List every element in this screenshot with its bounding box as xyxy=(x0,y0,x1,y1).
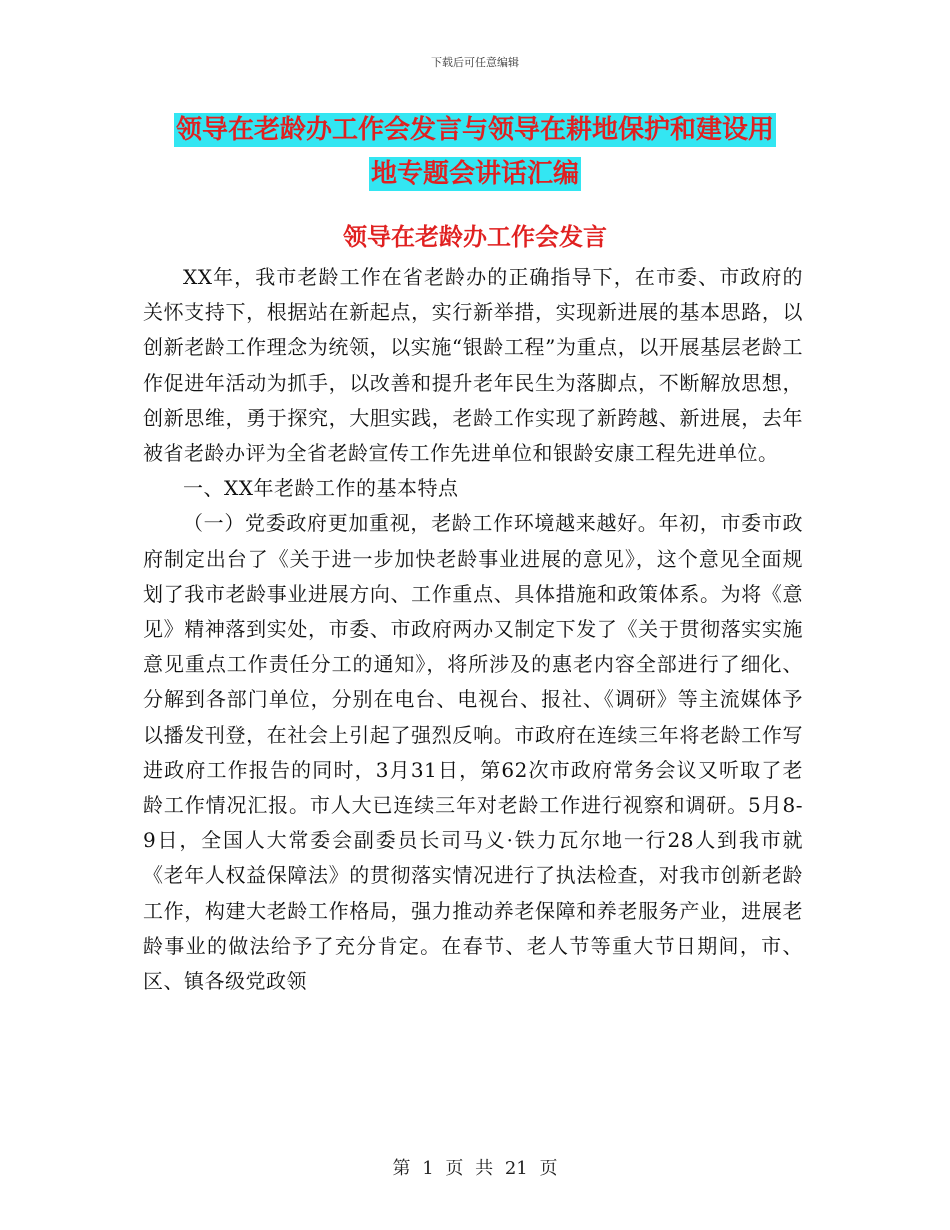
header-note: 下载后可任意编辑 xyxy=(431,56,519,69)
document-title-text-1: 领导在老龄办工作会发言与领导在耕地保护和建设用 xyxy=(175,115,774,145)
document-body xyxy=(143,260,803,999)
paragraph-item-1: （一）党委政府更加重视，老龄工作环境越来越好。年初，市委市政府制定出台了《关于进一步加快老龄事业进展的意见》，这个意见全面规划了我市老龄事业进展方向、工作重点、具体措施和政策体系。为将《意见》精神落到实处，市委、市政府两办又制定下发了《关于贯彻落实实施意见重点工作责任分工的通知》，将所涉及的惠老内容全部进行了细化、分解到各部门单位，分别在电台、电视台、报社、《调研》等主流媒体予以播发刊登，在社会上引起了强烈反响。市政府在连续三年将老龄工作写进政府工作报告的同时，3月31日，第62次市政府常务会议又听取了老龄工作情况汇报。市人大已连续三年对老龄工作进行视察和调研。5月8-9日，全国人大常委会副委员长司马义·铁力瓦尔地一行28人到我市就《老年人权益保障法》的贯彻落实情况进行了执法检查，对我市创新老龄工作，构建大老龄工作格局，强力推动养老保障和养老服务产业，进展老龄事业的做法给予了充分肯定。在春节、老人节等重大节日期间，市、区、镇各级党政领 xyxy=(143,511,803,994)
document-title-line-2 xyxy=(0,155,950,193)
document-title-line-1 xyxy=(0,111,950,149)
page-footer: 第 1 页 共 21 页 xyxy=(392,1158,558,1179)
paragraph-heading-1: 一、XX年老龄工作的基本特点 xyxy=(183,476,459,501)
section-title: 领导在老龄办工作会发言 xyxy=(343,222,607,251)
document-title-text-2: 地专题会讲话汇编 xyxy=(370,159,579,189)
paragraph-intro: XX年，我市老龄工作在省老龄办的正确指导下，在市委、市政府的关怀支持下，根据站在新起点，实行新举措，实现新进展的基本思路，以创新老龄工作理念为统领，以实施“银龄工程”为重点，以开展基层老龄工作促进年活动为抓手，以改善和提升老年民生为落脚点，不断解放思想，创新思维，勇于探究，大胆实践，老龄工作实现了新跨越、新进展，去年被省老龄办评为全省老龄宣传工作先进单位和银龄安康工程先进单位。 xyxy=(143,265,803,466)
